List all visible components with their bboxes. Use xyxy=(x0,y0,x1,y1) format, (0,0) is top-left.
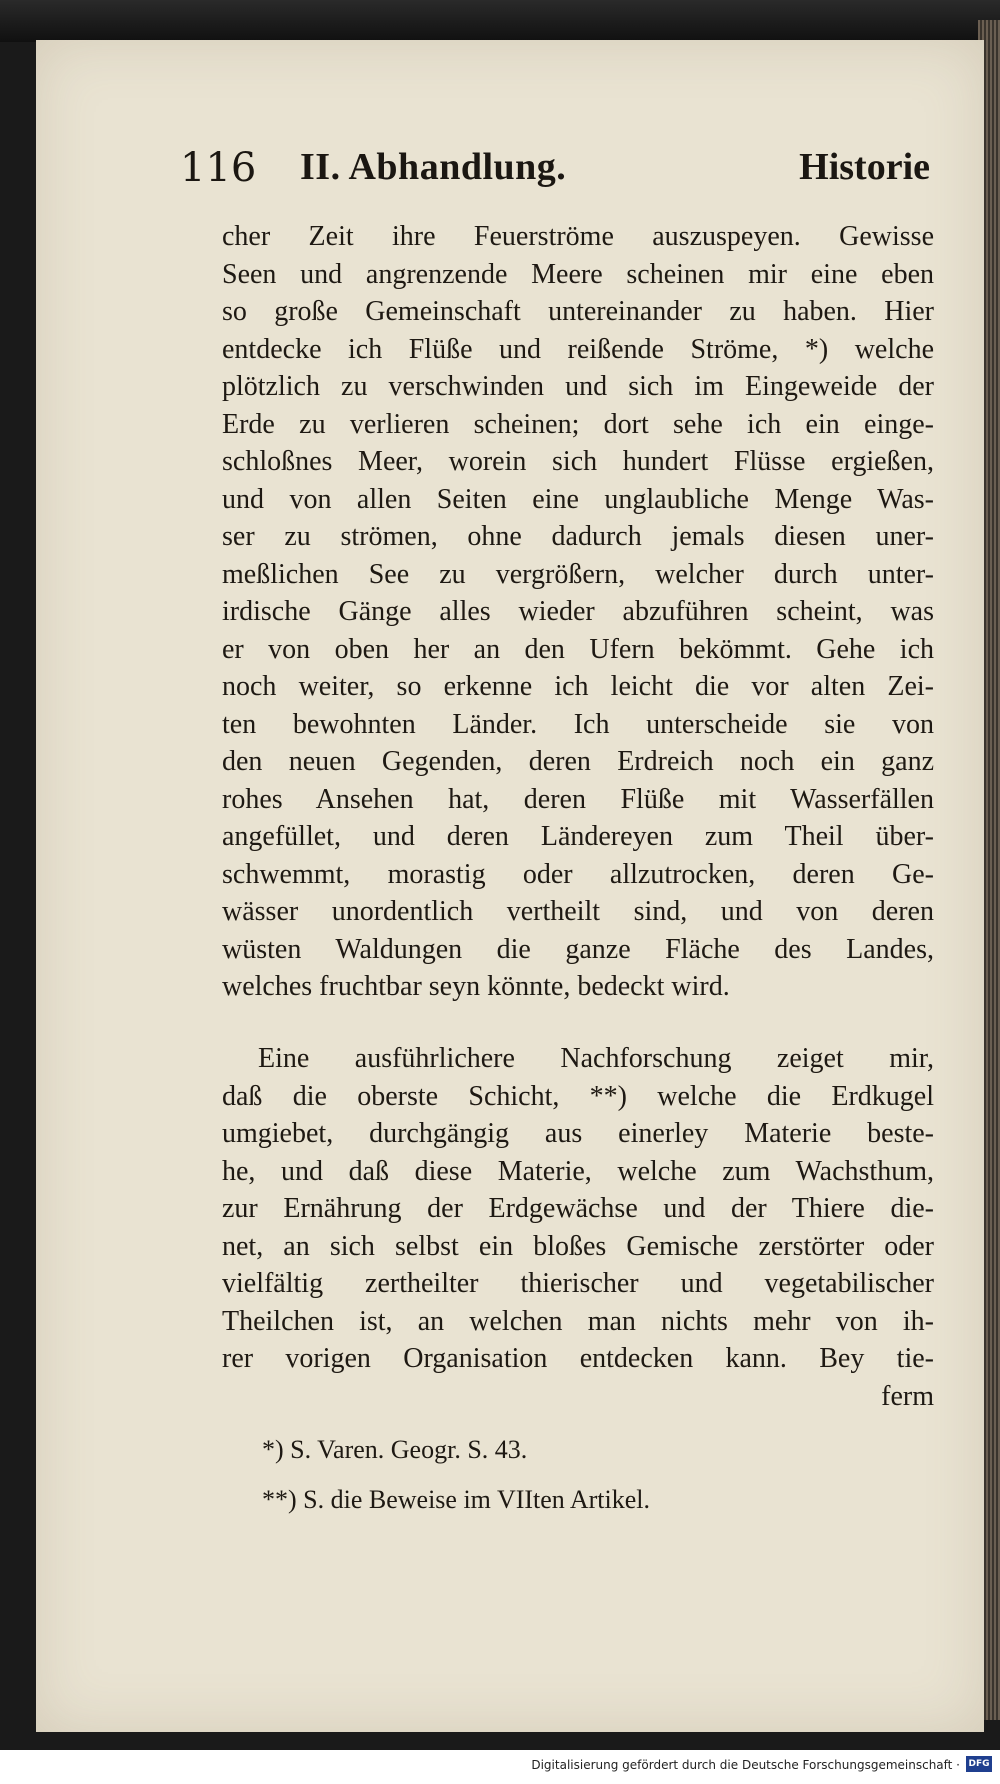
text-line: cher Zeit ihre Feuerströme auszuspeyen. Gewisse xyxy=(222,221,934,252)
text-line: rer vorigen Organisation entdecken kann. Bey tie- xyxy=(222,1343,934,1374)
text-line: und von allen Seiten eine unglaubliche Menge Was- xyxy=(222,483,934,515)
text-line: meßlichen See zu vergrößern, welcher durch unter- xyxy=(222,558,934,590)
text-line: zur Ernährung der Erdgewächse und der Thiere die- xyxy=(222,1193,934,1224)
text-line: net, an sich selbst ein bloßes Gemische zerstörter oder xyxy=(222,1230,934,1262)
text-line: Eine ausführlichere Nachforschung zeiget mir, xyxy=(258,1043,934,1074)
text-line: he, und daß diese Materie, welche zum Wachsthum, xyxy=(222,1155,934,1187)
digitization-note: Digitalisierung gefördert durch die Deutsche Forschungsgemeinschaft · xyxy=(531,1758,960,1772)
footnote: **) S. die Beweise im VIIten Artikel. xyxy=(262,1485,651,1514)
running-head-title: Historie xyxy=(799,146,930,188)
text-line: Seen und angrenzende Meere scheinen mir eine eben xyxy=(222,258,934,290)
text-line: angefüllet, und deren Ländereyen zum Theil über- xyxy=(222,821,934,852)
paragraph-2 xyxy=(222,1040,934,1415)
page-number: 116 xyxy=(180,145,257,191)
text-line: vielfältig zertheilter thierischer und vegetabilischer xyxy=(222,1268,934,1299)
page-header xyxy=(180,145,940,195)
scan-top-edge xyxy=(0,0,1000,42)
text-line: ten bewohnten Länder. Ich unterscheide sie von xyxy=(222,708,934,740)
text-line: ser zu strömen, ohne dadurch jemals diesen uner- xyxy=(222,521,934,552)
text-line: schloßnes Meer, worein sich hundert Flüsse ergießen, xyxy=(222,446,934,477)
footnotes xyxy=(262,1425,922,1525)
text-line: den neuen Gegenden, deren Erdreich noch ein ganz xyxy=(222,746,934,777)
text-line: noch weiter, so erkenne ich leicht die vor alten Zei- xyxy=(222,671,934,702)
text-line: so große Gemeinschaft untereinander zu haben. Hier xyxy=(222,296,934,327)
text-line: welches fruchtbar seyn könnte, bedeckt wird. xyxy=(222,971,730,1002)
catchword: ferm xyxy=(881,1380,934,1412)
text-line: plötzlich zu verschwinden und sich im Eingeweide der xyxy=(222,371,934,402)
footnote: *) S. Varen. Geogr. S. 43. xyxy=(262,1435,528,1464)
text-line: er von oben her an den Ufern bekömmt. Gehe ich xyxy=(222,633,934,665)
dfg-logo: DFG xyxy=(966,1756,992,1772)
text-line: irdische Gänge alles wieder abzuführen scheint, was xyxy=(222,596,934,627)
running-head: II. Abhandlung. xyxy=(300,146,567,188)
text-line: daß die oberste Schicht, **) welche die Erdkugel xyxy=(222,1080,934,1112)
text-line: Erde zu verlieren scheinen; dort sehe ich ein einge- xyxy=(222,408,934,440)
text-line: entdecke ich Flüße und reißende Ströme, *) welche xyxy=(222,333,934,365)
text-line: rohes Ansehen hat, deren Flüße mit Wasserfällen xyxy=(222,783,934,815)
text-line: schwemmt, morastig oder allzutrocken, deren Ge- xyxy=(222,858,934,890)
text-line: umgiebet, durchgängig aus einerley Materie beste- xyxy=(222,1118,934,1149)
text-line: Theilchen ist, an welchen man nichts mehr von ih- xyxy=(222,1305,934,1337)
text-line: wüsten Waldungen die ganze Fläche des Landes, xyxy=(222,933,934,965)
text-line: wässer unordentlich vertheilt sind, und von deren xyxy=(222,896,934,927)
paragraph-1 xyxy=(222,218,934,1006)
